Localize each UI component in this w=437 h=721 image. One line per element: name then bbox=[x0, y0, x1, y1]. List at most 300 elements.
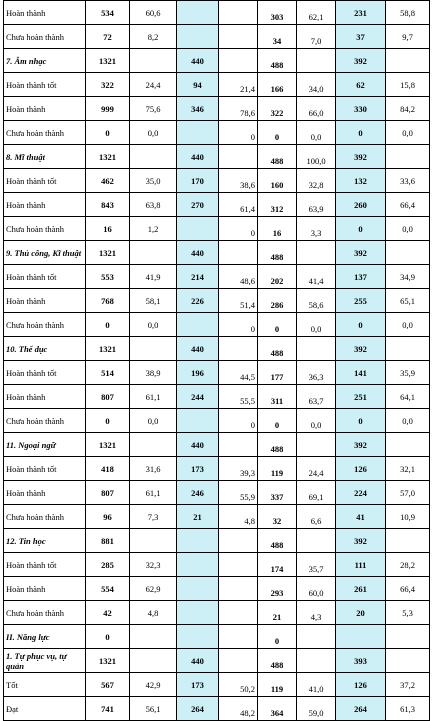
grade2-count-cell: 166 bbox=[258, 73, 297, 97]
grade3-count-cell: 231 bbox=[336, 1, 386, 25]
row-label: Hoàn thành bbox=[4, 385, 86, 409]
total-count-cell: 42 bbox=[86, 601, 130, 625]
row-label: Đạt bbox=[4, 697, 86, 721]
grade3-count-cell: 261 bbox=[336, 577, 386, 601]
row-label: II. Năng lực bbox=[4, 625, 86, 649]
grade1-percent-cell: 0 bbox=[219, 409, 258, 433]
grade1-percent-cell bbox=[219, 553, 258, 577]
grade2-percent-cell: 32,8 bbox=[297, 169, 336, 193]
grade2-count-cell: 488 bbox=[258, 337, 297, 361]
total-count-cell: 807 bbox=[86, 481, 130, 505]
grade3-percent-cell: 10,9 bbox=[386, 505, 430, 529]
grade2-count-cell: 0 bbox=[258, 121, 297, 145]
row-label: Hoàn thành bbox=[4, 1, 86, 25]
grade2-count-cell: 0 bbox=[258, 313, 297, 337]
grade1-count-cell: 264 bbox=[177, 697, 219, 721]
total-percent-cell bbox=[130, 649, 177, 673]
grade3-percent-cell bbox=[386, 49, 430, 73]
table-row bbox=[4, 169, 430, 193]
grade1-count-cell: 244 bbox=[177, 385, 219, 409]
row-label: Hoàn thành tốt bbox=[4, 169, 86, 193]
grade3-count-cell: 0 bbox=[336, 121, 386, 145]
grade3-percent-cell: 64,1 bbox=[386, 385, 430, 409]
total-percent-cell bbox=[130, 433, 177, 457]
grade1-percent-cell: 0 bbox=[219, 313, 258, 337]
grade3-percent-cell: 32,1 bbox=[386, 457, 430, 481]
grade2-count-cell: 364 bbox=[258, 697, 297, 721]
grade1-percent-cell: 39,3 bbox=[219, 457, 258, 481]
grade2-percent-cell: 63,7 bbox=[297, 385, 336, 409]
grade2-percent-cell: 41,0 bbox=[297, 673, 336, 697]
grade1-percent-cell: 44,5 bbox=[219, 361, 258, 385]
table-row bbox=[4, 457, 430, 481]
total-count-cell: 768 bbox=[86, 289, 130, 313]
grade3-percent-cell bbox=[386, 529, 430, 553]
total-percent-cell bbox=[130, 625, 177, 649]
grade1-count-cell bbox=[177, 601, 219, 625]
grade3-count-cell: 141 bbox=[336, 361, 386, 385]
total-count-cell: 96 bbox=[86, 505, 130, 529]
grade1-percent-cell: 51,4 bbox=[219, 289, 258, 313]
row-label: 9. Thủ công, Kĩ thuật bbox=[4, 241, 86, 265]
grade3-percent-cell: 58,8 bbox=[386, 1, 430, 25]
grade1-percent-cell: 21,4 bbox=[219, 73, 258, 97]
row-label: Hoàn thành bbox=[4, 289, 86, 313]
grade1-count-cell bbox=[177, 121, 219, 145]
total-count-cell: 1321 bbox=[86, 145, 130, 169]
grade3-count-cell: 393 bbox=[336, 649, 386, 673]
grade2-count-cell: 293 bbox=[258, 577, 297, 601]
grade3-count-cell: 264 bbox=[336, 697, 386, 721]
grade1-count-cell: 170 bbox=[177, 169, 219, 193]
grade3-count-cell: 392 bbox=[336, 337, 386, 361]
grade2-percent-cell: 36,3 bbox=[297, 361, 336, 385]
grade2-count-cell: 119 bbox=[258, 673, 297, 697]
grade1-count-cell: 226 bbox=[177, 289, 219, 313]
table-row bbox=[4, 505, 430, 529]
total-percent-cell: 56,1 bbox=[130, 697, 177, 721]
results-table bbox=[3, 0, 430, 721]
grade2-count-cell: 286 bbox=[258, 289, 297, 313]
grade3-count-cell: 37 bbox=[336, 25, 386, 49]
grade3-percent-cell bbox=[386, 625, 430, 649]
grade2-percent-cell bbox=[297, 529, 336, 553]
total-count-cell: 1321 bbox=[86, 649, 130, 673]
grade2-count-cell: 34 bbox=[258, 25, 297, 49]
total-percent-cell: 58,1 bbox=[130, 289, 177, 313]
total-count-cell: 514 bbox=[86, 361, 130, 385]
section-header-row bbox=[4, 433, 430, 457]
grade1-percent-cell: 55,5 bbox=[219, 385, 258, 409]
grade1-count-cell: 440 bbox=[177, 49, 219, 73]
grade2-count-cell: 119 bbox=[258, 457, 297, 481]
grade2-count-cell: 32 bbox=[258, 505, 297, 529]
total-percent-cell: 7,3 bbox=[130, 505, 177, 529]
table-row bbox=[4, 577, 430, 601]
row-label: Hoàn thành bbox=[4, 481, 86, 505]
grade3-percent-cell: 66,4 bbox=[386, 193, 430, 217]
grade2-count-cell: 0 bbox=[258, 409, 297, 433]
grade2-count-cell: 488 bbox=[258, 649, 297, 673]
grade1-percent-cell bbox=[219, 433, 258, 457]
grade1-count-cell: 440 bbox=[177, 433, 219, 457]
grade3-percent-cell: 34,9 bbox=[386, 265, 430, 289]
grade3-percent-cell: 61,3 bbox=[386, 697, 430, 721]
table-row bbox=[4, 121, 430, 145]
total-count-cell: 16 bbox=[86, 217, 130, 241]
grade3-count-cell: 224 bbox=[336, 481, 386, 505]
grade1-count-cell: 173 bbox=[177, 457, 219, 481]
row-label: Tốt bbox=[4, 673, 86, 697]
grade1-percent-cell: 0 bbox=[219, 217, 258, 241]
grade3-count-cell: 0 bbox=[336, 409, 386, 433]
grade1-count-cell bbox=[177, 625, 219, 649]
total-percent-cell: 1,2 bbox=[130, 217, 177, 241]
grade1-count-cell: 173 bbox=[177, 673, 219, 697]
grade2-percent-cell: 6,6 bbox=[297, 505, 336, 529]
grade1-count-cell: 440 bbox=[177, 337, 219, 361]
grade3-percent-cell: 35,9 bbox=[386, 361, 430, 385]
grade2-count-cell: 488 bbox=[258, 433, 297, 457]
total-percent-cell bbox=[130, 241, 177, 265]
grade3-percent-cell: 5,3 bbox=[386, 601, 430, 625]
total-count-cell: 462 bbox=[86, 169, 130, 193]
grade2-percent-cell: 4,3 bbox=[297, 601, 336, 625]
grade1-count-cell bbox=[177, 25, 219, 49]
grade2-percent-cell: 0,0 bbox=[297, 313, 336, 337]
grade1-percent-cell: 50,2 bbox=[219, 673, 258, 697]
grade3-count-cell: 260 bbox=[336, 193, 386, 217]
grade2-percent-cell: 0,0 bbox=[297, 409, 336, 433]
total-count-cell: 843 bbox=[86, 193, 130, 217]
grade1-percent-cell: 4,8 bbox=[219, 505, 258, 529]
grade3-percent-cell bbox=[386, 337, 430, 361]
total-percent-cell bbox=[130, 49, 177, 73]
table-row bbox=[4, 409, 430, 433]
total-count-cell: 567 bbox=[86, 673, 130, 697]
grade2-count-cell: 16 bbox=[258, 217, 297, 241]
total-percent-cell: 41,9 bbox=[130, 265, 177, 289]
grade2-percent-cell: 35,7 bbox=[297, 553, 336, 577]
section-header-row bbox=[4, 145, 430, 169]
grade3-percent-cell: 9,7 bbox=[386, 25, 430, 49]
grade3-percent-cell: 0,0 bbox=[386, 121, 430, 145]
grade2-count-cell: 0 bbox=[258, 625, 297, 649]
grade1-percent-cell bbox=[219, 1, 258, 25]
grade2-percent-cell: 100,0 bbox=[297, 145, 336, 169]
grade2-count-cell: 488 bbox=[258, 241, 297, 265]
section-header-row bbox=[4, 337, 430, 361]
total-percent-cell: 61,1 bbox=[130, 481, 177, 505]
grade2-percent-cell: 62,1 bbox=[297, 1, 336, 25]
total-count-cell: 741 bbox=[86, 697, 130, 721]
row-label: Hoàn thành tốt bbox=[4, 73, 86, 97]
grade1-percent-cell: 48,2 bbox=[219, 697, 258, 721]
grade3-percent-cell: 37,2 bbox=[386, 673, 430, 697]
grade3-percent-cell: 33,6 bbox=[386, 169, 430, 193]
table-row bbox=[4, 361, 430, 385]
total-count-cell: 1321 bbox=[86, 49, 130, 73]
grade1-count-cell: 214 bbox=[177, 265, 219, 289]
row-label: 10. Thể dục bbox=[4, 337, 86, 361]
grade3-percent-cell bbox=[386, 145, 430, 169]
grade3-percent-cell: 0,0 bbox=[386, 409, 430, 433]
grade2-count-cell: 337 bbox=[258, 481, 297, 505]
grade3-count-cell: 126 bbox=[336, 457, 386, 481]
total-count-cell: 999 bbox=[86, 97, 130, 121]
grade2-percent-cell: 58,6 bbox=[297, 289, 336, 313]
table-row bbox=[4, 217, 430, 241]
total-percent-cell: 32,3 bbox=[130, 553, 177, 577]
grade1-count-cell: 440 bbox=[177, 241, 219, 265]
grade3-count-cell bbox=[336, 625, 386, 649]
grade3-count-cell: 392 bbox=[336, 49, 386, 73]
total-count-cell: 72 bbox=[86, 25, 130, 49]
table-row bbox=[4, 313, 430, 337]
grade2-percent-cell: 3,3 bbox=[297, 217, 336, 241]
total-percent-cell: 62,9 bbox=[130, 577, 177, 601]
grade3-count-cell: 126 bbox=[336, 673, 386, 697]
section-header-row bbox=[4, 649, 430, 673]
grade1-percent-cell bbox=[219, 601, 258, 625]
grade2-count-cell: 312 bbox=[258, 193, 297, 217]
grade3-percent-cell: 84,2 bbox=[386, 97, 430, 121]
grade1-count-cell bbox=[177, 553, 219, 577]
grade2-count-cell: 488 bbox=[258, 529, 297, 553]
grade2-percent-cell: 59,0 bbox=[297, 697, 336, 721]
total-percent-cell: 42,9 bbox=[130, 673, 177, 697]
grade3-count-cell: 62 bbox=[336, 73, 386, 97]
grade2-percent-cell: 69,1 bbox=[297, 481, 336, 505]
row-label: Chưa hoàn thành bbox=[4, 313, 86, 337]
grade1-count-cell bbox=[177, 313, 219, 337]
total-count-cell: 0 bbox=[86, 625, 130, 649]
table-row bbox=[4, 265, 430, 289]
grade2-percent-cell: 63,9 bbox=[297, 193, 336, 217]
total-percent-cell: 75,6 bbox=[130, 97, 177, 121]
grade3-percent-cell bbox=[386, 433, 430, 457]
grade2-percent-cell bbox=[297, 337, 336, 361]
total-percent-cell: 0,0 bbox=[130, 313, 177, 337]
grade1-percent-cell bbox=[219, 145, 258, 169]
row-label: Hoàn thành bbox=[4, 193, 86, 217]
grade3-count-cell: 20 bbox=[336, 601, 386, 625]
grade1-count-cell: 196 bbox=[177, 361, 219, 385]
total-percent-cell: 31,6 bbox=[130, 457, 177, 481]
table-row bbox=[4, 601, 430, 625]
grade1-count-cell: 270 bbox=[177, 193, 219, 217]
grade3-percent-cell: 0,0 bbox=[386, 217, 430, 241]
grade3-count-cell: 251 bbox=[336, 385, 386, 409]
grade2-percent-cell bbox=[297, 649, 336, 673]
grade2-count-cell: 21 bbox=[258, 601, 297, 625]
grade3-count-cell: 392 bbox=[336, 241, 386, 265]
grade3-count-cell: 137 bbox=[336, 265, 386, 289]
grade1-percent-cell bbox=[219, 649, 258, 673]
grade3-count-cell: 0 bbox=[336, 313, 386, 337]
total-count-cell: 1321 bbox=[86, 241, 130, 265]
grade1-percent-cell bbox=[219, 625, 258, 649]
total-percent-cell: 0,0 bbox=[130, 409, 177, 433]
row-label: 1. Tự phục vụ, tự quản bbox=[4, 649, 86, 673]
grade1-count-cell bbox=[177, 529, 219, 553]
grade3-count-cell: 132 bbox=[336, 169, 386, 193]
grade3-percent-cell: 65,1 bbox=[386, 289, 430, 313]
grade1-percent-cell: 38,6 bbox=[219, 169, 258, 193]
total-percent-cell: 63,8 bbox=[130, 193, 177, 217]
total-percent-cell bbox=[130, 145, 177, 169]
grade2-percent-cell bbox=[297, 625, 336, 649]
total-count-cell: 807 bbox=[86, 385, 130, 409]
table-row bbox=[4, 553, 430, 577]
grade2-count-cell: 322 bbox=[258, 97, 297, 121]
total-count-cell: 1321 bbox=[86, 433, 130, 457]
total-percent-cell: 24,4 bbox=[130, 73, 177, 97]
grade1-count-cell: 94 bbox=[177, 73, 219, 97]
row-label: 12. Tin học bbox=[4, 529, 86, 553]
grade3-percent-cell: 0,0 bbox=[386, 313, 430, 337]
section-header-row bbox=[4, 529, 430, 553]
grade1-percent-cell: 61,4 bbox=[219, 193, 258, 217]
grade1-percent-cell bbox=[219, 49, 258, 73]
table-row bbox=[4, 1, 430, 25]
section-header-row bbox=[4, 625, 430, 649]
grade1-percent-cell bbox=[219, 577, 258, 601]
grade3-count-cell: 392 bbox=[336, 529, 386, 553]
grade2-percent-cell: 41,4 bbox=[297, 265, 336, 289]
grade2-count-cell: 202 bbox=[258, 265, 297, 289]
table-row bbox=[4, 697, 430, 721]
row-label: 8. Mĩ thuật bbox=[4, 145, 86, 169]
table-row bbox=[4, 193, 430, 217]
row-label: Hoàn thành tốt bbox=[4, 265, 86, 289]
row-label: Hoàn thành tốt bbox=[4, 457, 86, 481]
total-count-cell: 418 bbox=[86, 457, 130, 481]
grade2-percent-cell bbox=[297, 433, 336, 457]
total-count-cell: 1321 bbox=[86, 337, 130, 361]
grade1-count-cell bbox=[177, 409, 219, 433]
row-label: Hoàn thành bbox=[4, 577, 86, 601]
total-count-cell: 285 bbox=[86, 553, 130, 577]
grade3-count-cell: 111 bbox=[336, 553, 386, 577]
grade1-percent-cell bbox=[219, 241, 258, 265]
total-count-cell: 0 bbox=[86, 313, 130, 337]
table-row bbox=[4, 25, 430, 49]
data-sheet bbox=[3, 0, 430, 721]
total-count-cell: 554 bbox=[86, 577, 130, 601]
grade1-percent-cell: 0 bbox=[219, 121, 258, 145]
row-label: Chưa hoàn thành bbox=[4, 121, 86, 145]
grade2-count-cell: 311 bbox=[258, 385, 297, 409]
total-count-cell: 534 bbox=[86, 1, 130, 25]
table-row bbox=[4, 289, 430, 313]
grade3-count-cell: 0 bbox=[336, 217, 386, 241]
grade3-count-cell: 330 bbox=[336, 97, 386, 121]
row-label: Hoàn thành tốt bbox=[4, 361, 86, 385]
total-count-cell: 553 bbox=[86, 265, 130, 289]
grade2-percent-cell: 66,0 bbox=[297, 97, 336, 121]
grade3-count-cell: 392 bbox=[336, 433, 386, 457]
row-label: 11. Ngoại ngữ bbox=[4, 433, 86, 457]
total-percent-cell: 60,6 bbox=[130, 1, 177, 25]
row-label: Hoàn thành bbox=[4, 97, 86, 121]
grade1-percent-cell bbox=[219, 337, 258, 361]
grade2-percent-cell: 60,0 bbox=[297, 577, 336, 601]
grade1-count-cell: 440 bbox=[177, 649, 219, 673]
grade2-count-cell: 488 bbox=[258, 145, 297, 169]
grade2-count-cell: 160 bbox=[258, 169, 297, 193]
total-count-cell: 0 bbox=[86, 121, 130, 145]
grade3-percent-cell bbox=[386, 649, 430, 673]
grade1-count-cell bbox=[177, 577, 219, 601]
row-label: Chưa hoàn thành bbox=[4, 601, 86, 625]
row-label: Chưa hoàn thành bbox=[4, 25, 86, 49]
grade1-percent-cell: 55,9 bbox=[219, 481, 258, 505]
grade2-percent-cell: 24,4 bbox=[297, 457, 336, 481]
table-row bbox=[4, 385, 430, 409]
grade3-count-cell: 255 bbox=[336, 289, 386, 313]
grade3-percent-cell: 57,0 bbox=[386, 481, 430, 505]
grade1-percent-cell bbox=[219, 529, 258, 553]
grade2-percent-cell bbox=[297, 241, 336, 265]
grade3-count-cell: 392 bbox=[336, 145, 386, 169]
section-header-row bbox=[4, 49, 430, 73]
grade1-count-cell: 440 bbox=[177, 145, 219, 169]
grade2-percent-cell: 0,0 bbox=[297, 121, 336, 145]
row-label: Chưa hoàn thành bbox=[4, 217, 86, 241]
table-row bbox=[4, 97, 430, 121]
grade2-count-cell: 174 bbox=[258, 553, 297, 577]
grade2-percent-cell: 34,0 bbox=[297, 73, 336, 97]
grade1-percent-cell: 48,6 bbox=[219, 265, 258, 289]
grade2-count-cell: 177 bbox=[258, 361, 297, 385]
grade1-count-cell: 246 bbox=[177, 481, 219, 505]
total-count-cell: 322 bbox=[86, 73, 130, 97]
row-label: Hoàn thành tốt bbox=[4, 553, 86, 577]
row-label: 7. Âm nhạc bbox=[4, 49, 86, 73]
grade3-percent-cell: 15,8 bbox=[386, 73, 430, 97]
total-percent-cell bbox=[130, 529, 177, 553]
total-count-cell: 881 bbox=[86, 529, 130, 553]
grade2-count-cell: 303 bbox=[258, 1, 297, 25]
grade3-count-cell: 41 bbox=[336, 505, 386, 529]
total-percent-cell: 61,1 bbox=[130, 385, 177, 409]
row-label: Chưa hoàn thành bbox=[4, 409, 86, 433]
table-row bbox=[4, 673, 430, 697]
grade1-count-cell bbox=[177, 217, 219, 241]
grade1-count-cell bbox=[177, 1, 219, 25]
total-percent-cell bbox=[130, 337, 177, 361]
grade3-percent-cell: 28,2 bbox=[386, 553, 430, 577]
grade2-count-cell: 488 bbox=[258, 49, 297, 73]
total-percent-cell: 38,9 bbox=[130, 361, 177, 385]
grade1-percent-cell: 78,6 bbox=[219, 97, 258, 121]
grade3-percent-cell: 66,4 bbox=[386, 577, 430, 601]
grade3-percent-cell bbox=[386, 241, 430, 265]
table-row bbox=[4, 73, 430, 97]
total-count-cell: 0 bbox=[86, 409, 130, 433]
grade1-percent-cell bbox=[219, 25, 258, 49]
total-percent-cell: 8,2 bbox=[130, 25, 177, 49]
row-label: Chưa hoàn thành bbox=[4, 505, 86, 529]
total-percent-cell: 35,0 bbox=[130, 169, 177, 193]
total-percent-cell: 0,0 bbox=[130, 121, 177, 145]
total-percent-cell: 4,8 bbox=[130, 601, 177, 625]
grade2-percent-cell bbox=[297, 49, 336, 73]
section-header-row bbox=[4, 241, 430, 265]
table-row bbox=[4, 481, 430, 505]
grade2-percent-cell: 7,0 bbox=[297, 25, 336, 49]
